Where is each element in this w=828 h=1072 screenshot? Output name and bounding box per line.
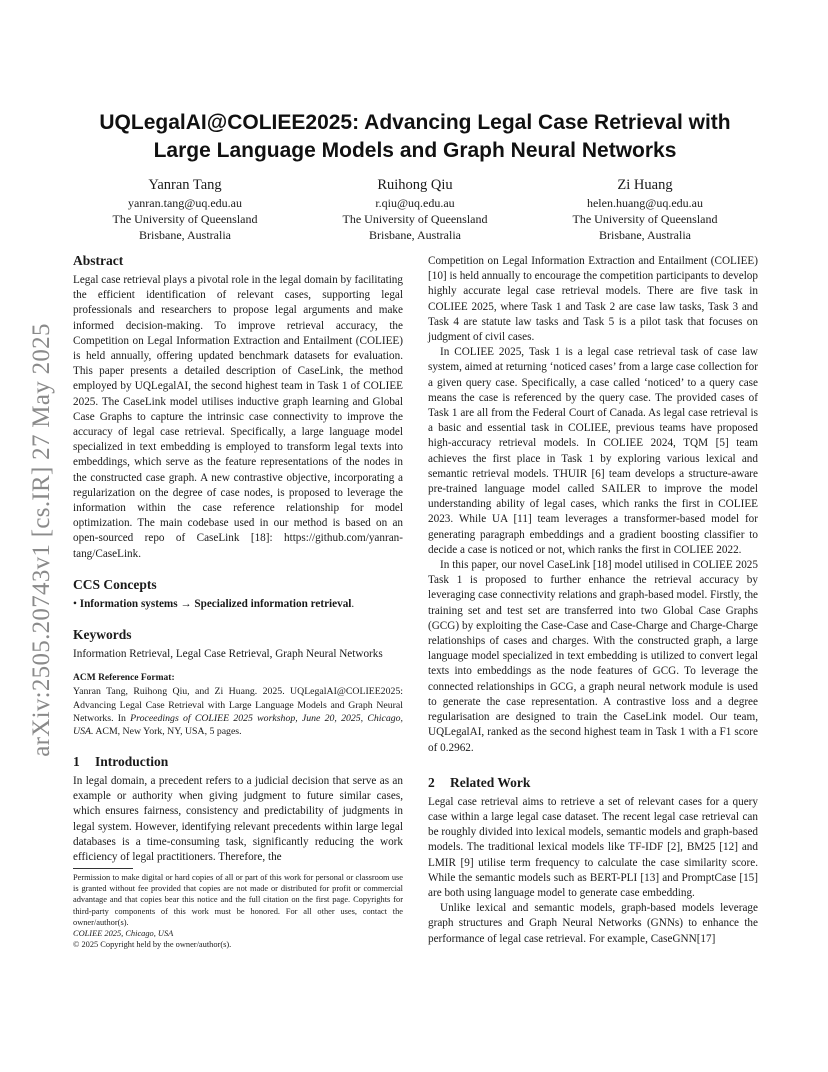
keywords-text: Information Retrieval, Legal Case Retrieval, Graph Neural Networks: [73, 648, 383, 661]
intro-text-cont: Competition on Legal Information Extraction and Entailment (COLIEE) [10] is held annually to encourage the competition participants to develop highly accurate legal case retrieval models. There are five task in COLIEE 2025, where Task 1 and Task 2 are case law tasks, Task 3 and Task 4 are statute law tasks and Task 5 is a pilot task that focuses on judgment of civil cases.: [428, 255, 758, 344]
acm-ref-text: Yanran Tang, Ruihong Qiu, and Zi Huang. 2025. UQLegalAI@COLIEE2025: Advancing Legal Case Retrieval with Large Language Models and Graph Neural Networks. In Proceedings of COLIEE 2025 workshop, June 20, 2025, Chicago, USA. ACM, New York, NY, USA, 5 pages.: [73, 686, 404, 738]
paper-title: [70, 109, 760, 165]
abstract-heading: Abstract: [73, 253, 124, 268]
permission-footnote: [73, 872, 403, 950]
abstract-text: Legal case retrieval plays a pivotal role in the legal domain by facilitating the efficient identification of relevant cases, supporting legal professionals and researchers to propose legal arguments and make informed decision-making. To improve retrieval accuracy, the Competition on Legal Information Extraction and Entailment (COLIEE) is held annually, offering updated benchmark datasets for evaluation. This paper presents a detailed description of CaseLink, the method employed by UQLegalAI, the second highest team in Task 1 of COLIEE 2025. The CaseLink model utilises inductive graph learning and Global Case Graphs to capture the intrinsic case connectivity to improve the accuracy of legal case retrieval. Specifically, a large language model specialized in text embedding is employed to transform legal texts into embeddings, which serve as the feature representations of the nodes in the constructed case graph. A new contrastive objective, incorporating a regularization on the degree of case nodes, is proposed to leverage the information within the case reference relationship for model optimization. The main codebase used in our method is based on an open-sourced repo of CaseLink [18]: https://github.com/yanran-tang/CaseLink.: [73, 274, 403, 560]
title-line-1: UQLegalAI@COLIEE2025: Advancing Legal Case Retrieval with: [99, 111, 731, 134]
ccs-heading: CCS Concepts: [73, 576, 157, 592]
author-email: yanran.tang@uq.edu.au: [127, 196, 242, 210]
author-affiliation: The University of Queensland: [112, 212, 258, 226]
author-location: Brisbane, Australia: [369, 228, 461, 242]
author-3: [530, 176, 760, 243]
related-work-heading: 2 Related Work: [428, 774, 531, 790]
author-2: [300, 176, 530, 243]
author-email: helen.huang@uq.edu.au: [586, 196, 703, 210]
author-email: r.qiu@uq.edu.au: [375, 196, 455, 210]
left-column: [73, 252, 403, 865]
footnote-rule: [73, 868, 133, 869]
author-affiliation: The University of Queensland: [342, 212, 488, 226]
author-name: Yanran Tang: [148, 177, 222, 193]
author-location: Brisbane, Australia: [139, 228, 231, 242]
keywords-heading: Keywords: [73, 627, 132, 643]
arxiv-stamp: arXiv:2505.20743v1 [cs.IR] 27 May 2025: [28, 323, 55, 757]
author-affiliation: The University of Queensland: [572, 212, 718, 226]
ccs-concepts: • Information systems → Specialized information retrieval.: [73, 597, 355, 610]
footnote-copyright: © 2025 Copyright held by the owner/author(s).: [73, 940, 232, 950]
intro-text: In legal domain, a precedent refers to a judicial decision that serve as an example or authority when giving judgment to future similar cases, which ensures fairness, consistency and predictability of judgments in legal system. However, identifying relevant precedents within large legal databases is a time-consuming task, significantly reducing the work efficiency of legal practitioners. Therefore, the: [73, 774, 403, 863]
author-name: Zi Huang: [617, 177, 673, 193]
related-paragraph-2: Unlike lexical and semantic models, graph-based models leverage graph structures and Graph Neural Networks (GNNs) to enhance the performance of legal case retrieval. For example, CaseGNN[17]: [428, 902, 758, 945]
title-line-2: Large Language Models and Graph Neural Networks: [153, 139, 677, 162]
footnote-text: Permission to make digital or hard copies of all or part of this work for personal or classroom use is granted without fee provided that copies are not made or distributed for profit or commercial advantage and that copies bear this notice and the full citation on the first page. Copyrights for third-party components of this work must be honored. For all other uses, contact the owner/author(s).: [73, 873, 403, 927]
author-1: [70, 176, 300, 243]
intro-paragraph-2: In COLIEE 2025, Task 1 is a legal case retrieval task of case law system, aimed at returning ‘noticed cases’ from a large case collection for a given query case. Specifically, a case called ‘noticed’ to a query case means the case is referenced by the query case. The provided cases of Task 1 are all from the Federal Court of Canada. As legal case retrieval is a basic and essential task in COLIEE, previous teams have proposed high-accuracy retrieval models. In COLIEE 2024, TQM [5] team achieves the first place in Task 1 by exploring various lexical and semantic retrieval models. THUIR [6] team develops a structure-aware pre-trained language model called SAILER to improve the model understanding ability of legal cases, which ranks the first in COLIEE 2023. While UA [11] team leverages a transformer-based model for generating paragraph embeddings and a gradient boosting classifier to decide a case is noticed or not, which ranks the first in COLIEE 2022.: [428, 346, 758, 556]
related-paragraph-1: Legal case retrieval aims to retrieve a set of relevant cases for a query case within a large legal case dataset. The recent legal case retrieval can be roughly divided into lexical models, semantic models and graph-based models. The traditional lexical models like TF-IDF [2], BM25 [12] and LMIR [9] utilise term frequency to calculate the case similarity score. While the semantic models such as BERT-PLI [13] and PromptCase [15] are both using language model to generate case embedding.: [428, 795, 758, 899]
author-name: Ruihong Qiu: [377, 177, 453, 193]
footnote-venue: COLIEE 2025, Chicago, USA: [73, 929, 174, 939]
acm-ref-heading: ACM Reference Format:: [73, 673, 175, 684]
author-location: Brisbane, Australia: [599, 228, 691, 242]
intro-heading: 1 Introduction: [73, 753, 169, 769]
intro-paragraph-3: In this paper, our novel CaseLink [18] model utilised in COLIEE 2025 Task 1 is proposed to further enhance the retrieval accuracy by leveraging case connectivity relations and graph-based model. Firstly, the training set and test set are transferred into two Global Case Graphs (GCG) by exploiting the Case-Case and Case-Charge and Charge-Charge relationships of cases and charges. With the constructed graph, a large language model specialized in text embedding is utilized to convert legal texts into embeddings as the node features of GCG. To leverage the connected relationships in GCG, a graph neural network module is used to generate the case representation. A contrastive loss and a degree regularisation are designed to train the CaseLink model. Our team, UQLegalAI, ranked as the second highest team in Task 1 with a F1 score of 0.2962.: [428, 559, 758, 754]
right-column: [428, 254, 758, 947]
